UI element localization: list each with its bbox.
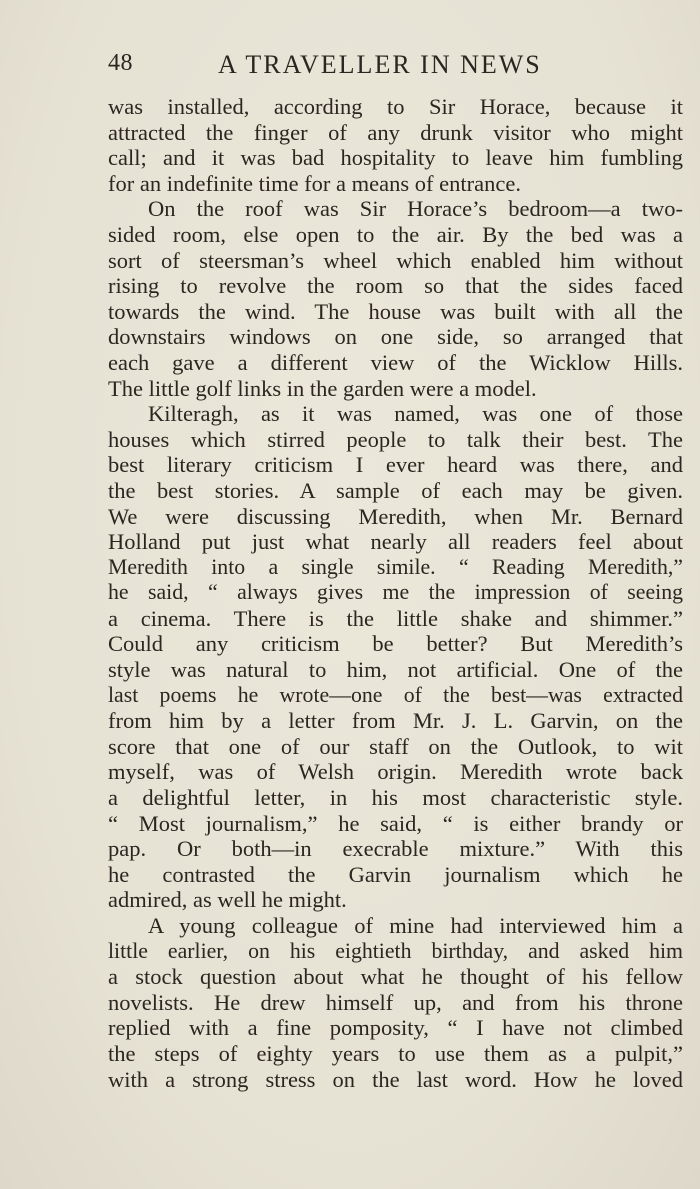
text-line: novelists. He drew himself up, and from his throne	[108, 989, 683, 1015]
text-line: a cinema. There is the little shake and shimmer.”	[108, 605, 683, 631]
text-line: replied with a fine pomposity, “ I have not climbed	[108, 1015, 683, 1041]
text-line: from him by a letter from Mr. J. L. Garvin, on the	[108, 708, 683, 734]
text-line: downstairs windows on one side, so arranged that	[108, 324, 683, 350]
text-line: Kilteragh, as it was named, was one of those	[148, 401, 683, 427]
text-line: sort of steersman’s wheel which enabled him without	[108, 247, 683, 273]
text-line: On the roof was Sir Horace’s bedroom—a two-	[148, 196, 683, 222]
text-line: admired, as well he might.	[108, 887, 347, 913]
text-line: for an indefinite time for a means of entrance.	[108, 170, 521, 196]
text-line: little earlier, on his eightieth birthday, and asked him	[108, 938, 683, 963]
text-line: each gave a different view of the Wicklow Hills.	[108, 349, 683, 375]
text-line: “ Most journalism,” he said, “ is either brandy or	[108, 810, 683, 836]
text-line: Holland put just what nearly all readers feel about	[108, 529, 683, 555]
running-head: A TRAVELLER IN NEWS	[218, 50, 542, 79]
text-line: A young colleague of mine had interviewed him a	[148, 913, 683, 938]
text-line: pap. Or both—in execrable mixture.” With this	[108, 836, 683, 862]
body-text	[108, 94, 683, 1092]
text-line: with a strong stress on the last word. How he loved	[108, 1066, 683, 1092]
text-line: the best stories. A sample of each may be given.	[108, 477, 683, 503]
text-line: was installed, according to Sir Horace, because it	[108, 94, 683, 119]
text-line: style was natural to him, not artificial. One of the	[108, 657, 683, 683]
text-line: last poems he wrote—one of the best—was extracted	[108, 682, 683, 707]
page-header	[108, 50, 684, 80]
text-line: The little golf links in the garden were a model.	[108, 375, 537, 401]
text-line: We were discussing Meredith, when Mr. Bernard	[108, 503, 683, 529]
text-line: call; and it was bad hospitality to leave him fumbling	[108, 145, 683, 171]
text-line: a delightful letter, in his most characteristic style.	[108, 785, 683, 811]
text-line: a stock question about what he thought of his fellow	[108, 964, 683, 990]
text-line: houses which stirred people to talk their best. The	[108, 426, 683, 452]
page-number: 48	[108, 50, 133, 76]
text-line: sided room, else open to the air. By the bed was a	[108, 221, 683, 247]
text-line: he said, “ always gives me the impression of seeing	[108, 580, 683, 605]
text-line: attracted the finger of any drunk visitor who might	[108, 119, 683, 145]
text-line: best literary criticism I ever heard was there, and	[108, 452, 683, 478]
text-line: Meredith into a single simile. “ Reading Meredith,”	[108, 554, 683, 579]
text-line: rising to revolve the room so that the sides faced	[108, 273, 683, 299]
text-line: score that one of our staff on the Outlook, to wit	[108, 733, 683, 759]
text-line: towards the wind. The house was built with all the	[108, 298, 683, 324]
text-line: Could any criticism be better? But Meredith’s	[108, 631, 683, 657]
text-line: myself, was of Welsh origin. Meredith wrote back	[108, 759, 683, 785]
text-line: the steps of eighty years to use them as a pulpit,”	[108, 1040, 683, 1066]
text-line: he contrasted the Garvin journalism which he	[108, 861, 683, 887]
